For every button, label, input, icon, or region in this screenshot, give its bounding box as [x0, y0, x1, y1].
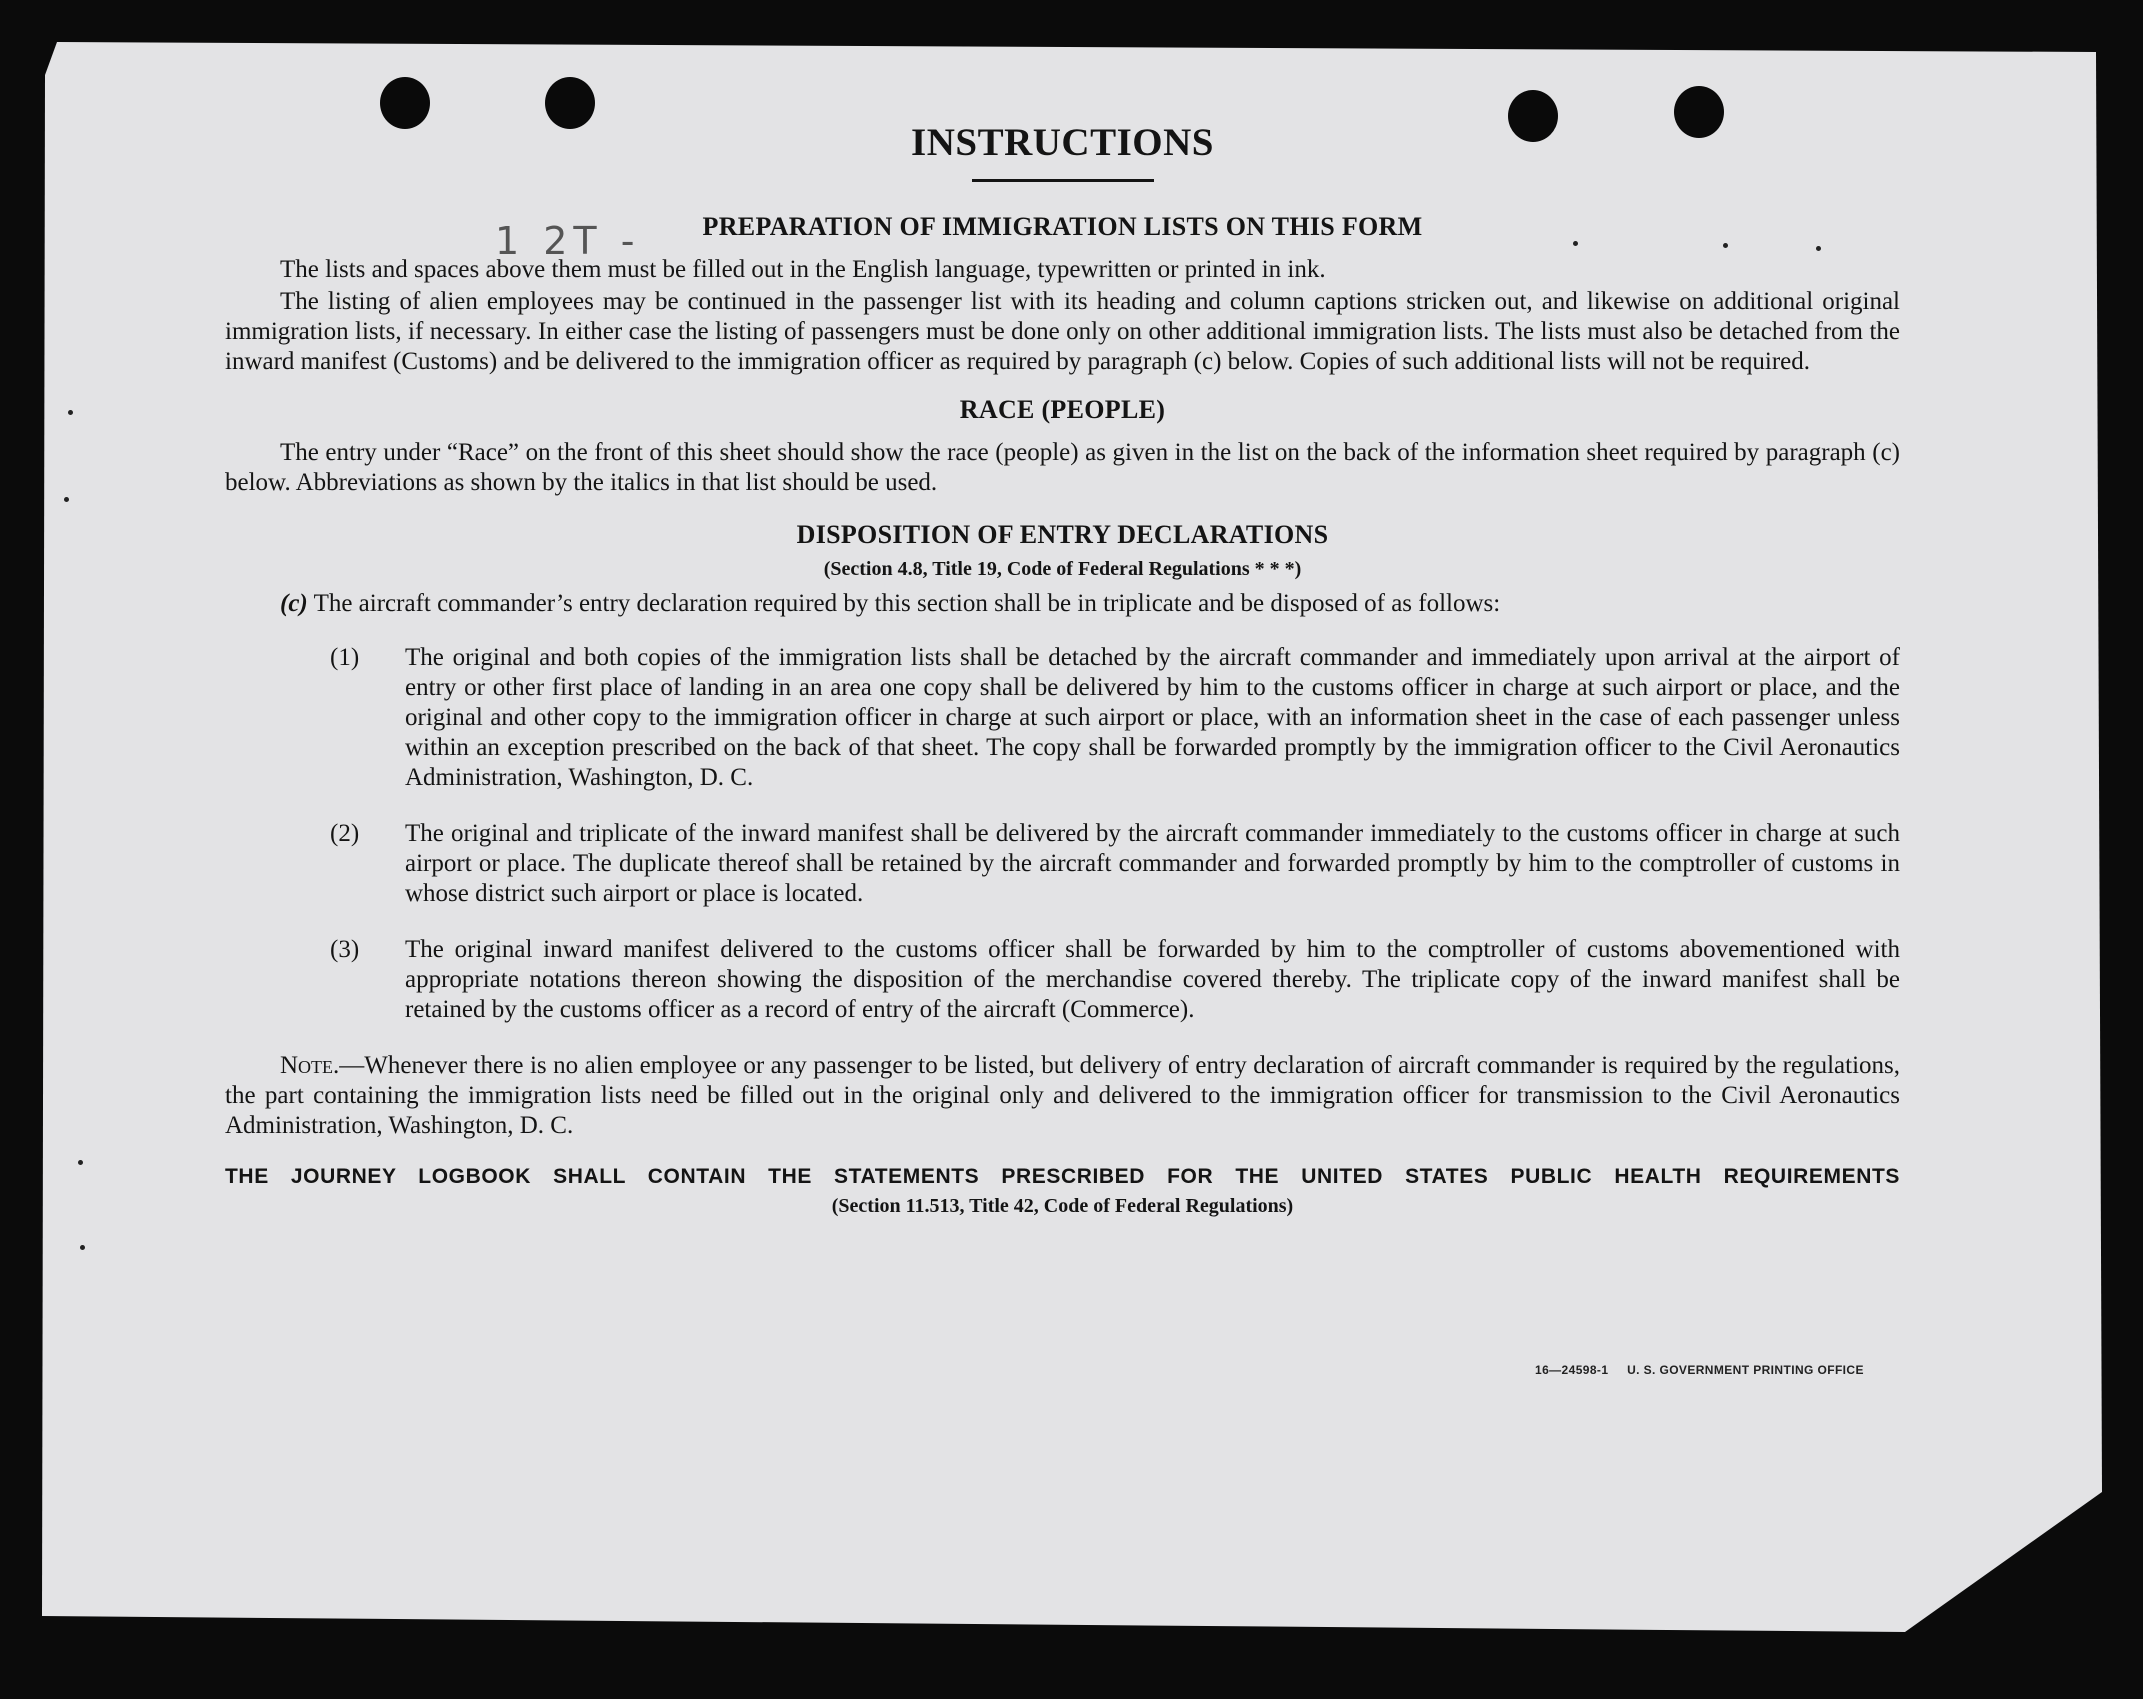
item-text: The original and both copies of the immigration lists shall be detached by the aircraft commander and immediately upon arrival at the airport of entry or other first place of landing in an area one copy shall be delivered by him to the customs officer in charge at such airport or place, and the original and other copy to the immigration officer in charge at such airport or place, with an information sheet in the case of each passenger unless within an exception prescribed on the back of that sheet. The copy shall be forwarded promptly by the immigration officer to the Civil Aeronautics Administration, Washington, D. C.	[405, 644, 1900, 791]
logbook-citation: (Section 11.513, Title 42, Code of Federal Regulations)	[831, 1195, 1294, 1217]
note-text: —Whenever there is no alien employee or any passenger to be listed, but delivery of entry declaration of aircraft commander is required by the regulations, the part containing the immigration lists need be filled out in the original only and delivered to the immigration officer for transmission to the Civil Aeronautics Administration, Washington, D. C.	[225, 1052, 1900, 1139]
disposition-subheading: (Section 4.8, Title 19, Code of Federal Regulations * * *)	[823, 558, 1302, 580]
item-text: The original inward manifest delivered to the customs officer shall be forwarded by him to the comptroller of customs abovementioned with appropriate notations thereon showing the disposition of the merchandise covered thereby. The triplicate copy of the inward manifest shall be retained by the customs officer as a record of entry of the aircraft (Commerce).	[405, 936, 1900, 1023]
speck	[78, 1160, 83, 1165]
race-heading: RACE (PEOPLE)	[959, 395, 1166, 424]
preparation-paragraph-1: The lists and spaces above them must be filled out in the English language, typewritten or printed in ink.	[280, 256, 1326, 283]
race-paragraph: The entry under “Race” on the front of this sheet should show the race (people) as given in the list on the back of the information sheet required by paragraph (c) below. Abbreviations as shown by the italics in that list should be used.	[225, 439, 1900, 496]
handwritten-mark: 1 2T -	[495, 219, 641, 263]
printer-name: U. S. GOVERNMENT PRINTING OFFICE	[1627, 1363, 1864, 1377]
disposition-intro	[225, 589, 1900, 619]
note-paragraph	[225, 1051, 1900, 1141]
item-number: (1)	[330, 644, 360, 671]
disposition-item-2	[225, 819, 1900, 909]
disposition-intro-label: (c)	[280, 590, 308, 617]
preparation-heading: PREPARATION OF IMMIGRATION LISTS ON THIS FORM	[702, 212, 1423, 241]
item-number: (2)	[330, 820, 360, 847]
logbook-statement: THE JOURNEY LOGBOOK SHALL CONTAIN THE STATEMENTS PRESCRIBED FOR THE UNITED STATES PUBLIC HEALTH REQUIREMENTS	[225, 1165, 1900, 1188]
disposition-item-1	[225, 643, 1900, 793]
item-number: (3)	[330, 936, 360, 963]
form-code: 16—24598-1	[1535, 1363, 1609, 1377]
preparation-paragraph-2: The listing of alien employees may be continued in the passenger list with its heading and column captions stricken out, and likewise on additional original immigration lists, if necessary. In either case the listing of passengers must be done only on other additional immigration lists. The lists must also be detached from the inward manifest (Customs) and be delivered to the immigration officer as required by paragraph (c) below. Copies of such additional lists will not be required.	[225, 288, 1900, 375]
note-label: Note.	[280, 1052, 340, 1079]
page-title: INSTRUCTIONS	[911, 121, 1214, 164]
speck	[64, 497, 69, 502]
disposition-heading: DISPOSITION OF ENTRY DECLARATIONS	[796, 520, 1329, 549]
speck	[68, 410, 73, 415]
title-rule	[972, 179, 1154, 182]
printing-office-footer	[1535, 1363, 1864, 1377]
instructions-content	[225, 112, 1900, 1218]
disposition-intro-text: The aircraft commander’s entry declaration required by this section shall be in triplicate and be disposed of as follows:	[313, 590, 1501, 617]
item-text: The original and triplicate of the inward manifest shall be delivered by the aircraft commander immediately to the customs officer in charge at such airport or place. The duplicate thereof shall be retained by the aircraft commander and forwarded promptly by him to the comptroller of customs in whose district such airport or place is located.	[405, 820, 1900, 907]
speck	[80, 1245, 85, 1250]
disposition-item-3	[225, 935, 1900, 1025]
